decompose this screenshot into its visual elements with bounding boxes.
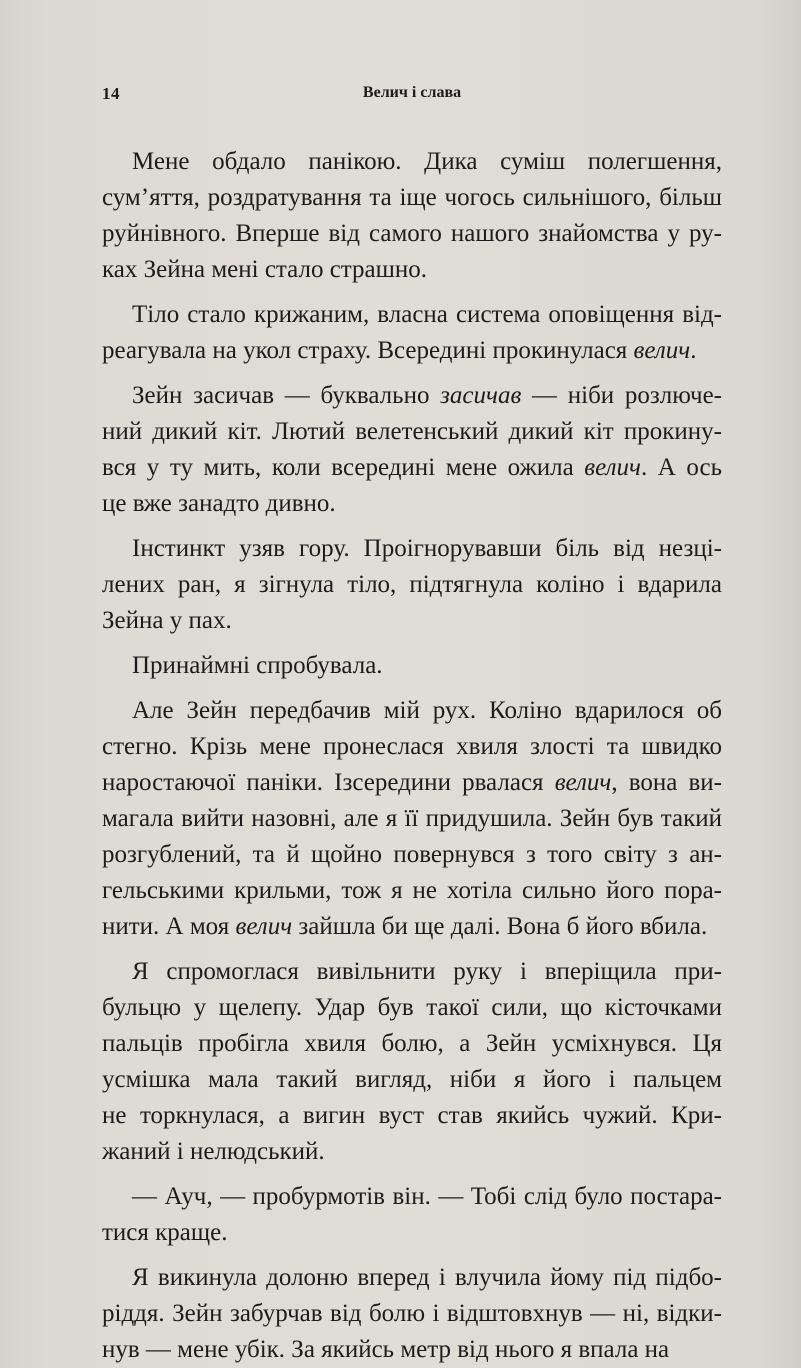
text-line <box>102 648 722 684</box>
paragraph <box>102 693 722 945</box>
text-line <box>102 450 722 486</box>
paragraph <box>102 1260 722 1368</box>
text-line <box>102 1134 722 1170</box>
text-run: — Ауч, — пробурмотів він. — Тобі слід було постара- <box>132 1183 722 1210</box>
text-line <box>102 180 722 216</box>
text-run: лених ран, я зігнула тіло, підтягнула коліно і вдарила <box>102 571 722 598</box>
text-run: , вона ви- <box>611 769 722 796</box>
text-line <box>102 567 722 603</box>
text-line <box>102 144 722 180</box>
text-line <box>102 297 722 333</box>
paragraph <box>102 297 722 369</box>
text-run: Зейн засичав — буквально <box>132 382 441 409</box>
text-line <box>102 1215 722 1251</box>
text-line <box>102 1026 722 1062</box>
paragraph <box>102 1179 722 1251</box>
text-run: Тіло стало крижаним, власна система оповіщення від- <box>132 301 722 328</box>
text-line <box>102 216 722 252</box>
text-run: Принаймні спробувала. <box>132 652 383 679</box>
text-line <box>102 1260 722 1296</box>
text-run: Зейна у пах. <box>102 607 232 634</box>
text-line <box>102 1062 722 1098</box>
italic-word: засичав <box>440 382 522 409</box>
italic-word: велич <box>633 337 691 364</box>
paragraph <box>102 954 722 1170</box>
running-head <box>102 84 722 108</box>
text-run: тися краще. <box>102 1219 228 1246</box>
text-line <box>102 954 722 990</box>
text-line <box>102 873 722 909</box>
text-line <box>102 378 722 414</box>
text-line <box>102 252 722 288</box>
text-run: . А ось <box>640 454 722 481</box>
text-run: ках Зейна мені стало страшно. <box>102 256 427 283</box>
text-run: Але Зейн передбачив мій рух. Коліно вдарилося об <box>132 697 722 724</box>
text-run: Інстинкт узяв гору. Проігнорувавши біль від незці- <box>132 535 722 562</box>
paragraph <box>102 531 722 639</box>
text-line <box>102 1332 722 1368</box>
text-line <box>102 729 722 765</box>
text-run: Я викинула долоню вперед і влучила йому під підбо- <box>132 1264 722 1291</box>
text-run: руйнівного. Вперше від самого нашого знайомства у ру- <box>102 220 722 247</box>
italic-word: велич <box>235 913 293 940</box>
text-line <box>102 1296 722 1332</box>
paragraph <box>102 378 722 522</box>
text-line <box>102 1098 722 1134</box>
text-run: ріддя. Зейн забурчав від болю і відштовхнув — ні, відки- <box>102 1300 722 1327</box>
text-run: гельськими крильми, тож я не хотіла сильно його пора- <box>102 877 722 904</box>
text-run: це вже занадто дивно. <box>102 490 336 517</box>
text-run: жаний і нелюдський. <box>102 1138 325 1165</box>
text-line <box>102 486 722 522</box>
text-line <box>102 603 722 639</box>
italic-word: велич <box>554 769 612 796</box>
text-line <box>102 765 722 801</box>
text-run: Я спромоглася вивільнити руку і вперіщила при- <box>132 958 722 985</box>
text-run: вся у ту мить, коли всередині мене ожила <box>102 454 585 481</box>
paragraph <box>102 144 722 288</box>
paragraph <box>102 648 722 684</box>
text-line <box>102 801 722 837</box>
text-run: сум’яття, роздратування та іще чогось сильнішого, більш <box>102 184 722 211</box>
text-run: — ніби розлюче- <box>521 382 722 409</box>
body-text <box>102 144 722 1368</box>
text-run: магала вийти назовні, але я її придушила. Зейн був такий <box>102 805 722 832</box>
text-run: ний дикий кіт. Лютий велетенський дикий кіт прокину- <box>102 418 722 445</box>
text-run: реагувала на укол страху. Всередині прокинулася <box>102 337 634 364</box>
text-line <box>102 333 722 369</box>
text-run: розгублений, та й щойно повернувся з того світу з ан- <box>102 841 722 868</box>
text-run: нув — мене убік. За якийсь метр від нього я впала на <box>102 1336 670 1363</box>
text-run: бульцю у щелепу. Удар був такої сили, що кісточками <box>102 994 722 1021</box>
text-run: Мене обдало панікою. Дика суміш полегшення, <box>132 148 722 175</box>
text-line <box>102 837 722 873</box>
text-line <box>102 909 722 945</box>
text-run: наростаючої паніки. Ізсередини рвалася <box>102 769 555 796</box>
text-line <box>102 1179 722 1215</box>
text-run: нити. А моя <box>102 913 236 940</box>
page-number: 14 <box>102 84 120 103</box>
running-title: Велич і слава <box>362 84 462 101</box>
text-run: зайшла би ще далі. Вона б його вбила. <box>292 913 708 940</box>
text-line <box>102 414 722 450</box>
text-run: усмішка мала такий вигляд, ніби я його і пальцем <box>102 1066 722 1093</box>
text-run: . <box>690 337 697 364</box>
text-run: пальців пробігла хвиля болю, а Зейн усміхнувся. Ця <box>102 1030 722 1057</box>
text-line <box>102 990 722 1026</box>
text-line <box>102 531 722 567</box>
text-run: не торкнулася, а вигин вуст став якийсь чужий. Кри- <box>102 1102 722 1129</box>
italic-word: велич <box>584 454 641 481</box>
text-line <box>102 693 722 729</box>
text-run: стегно. Крізь мене пронеслася хвиля злості та швидко <box>102 733 722 760</box>
